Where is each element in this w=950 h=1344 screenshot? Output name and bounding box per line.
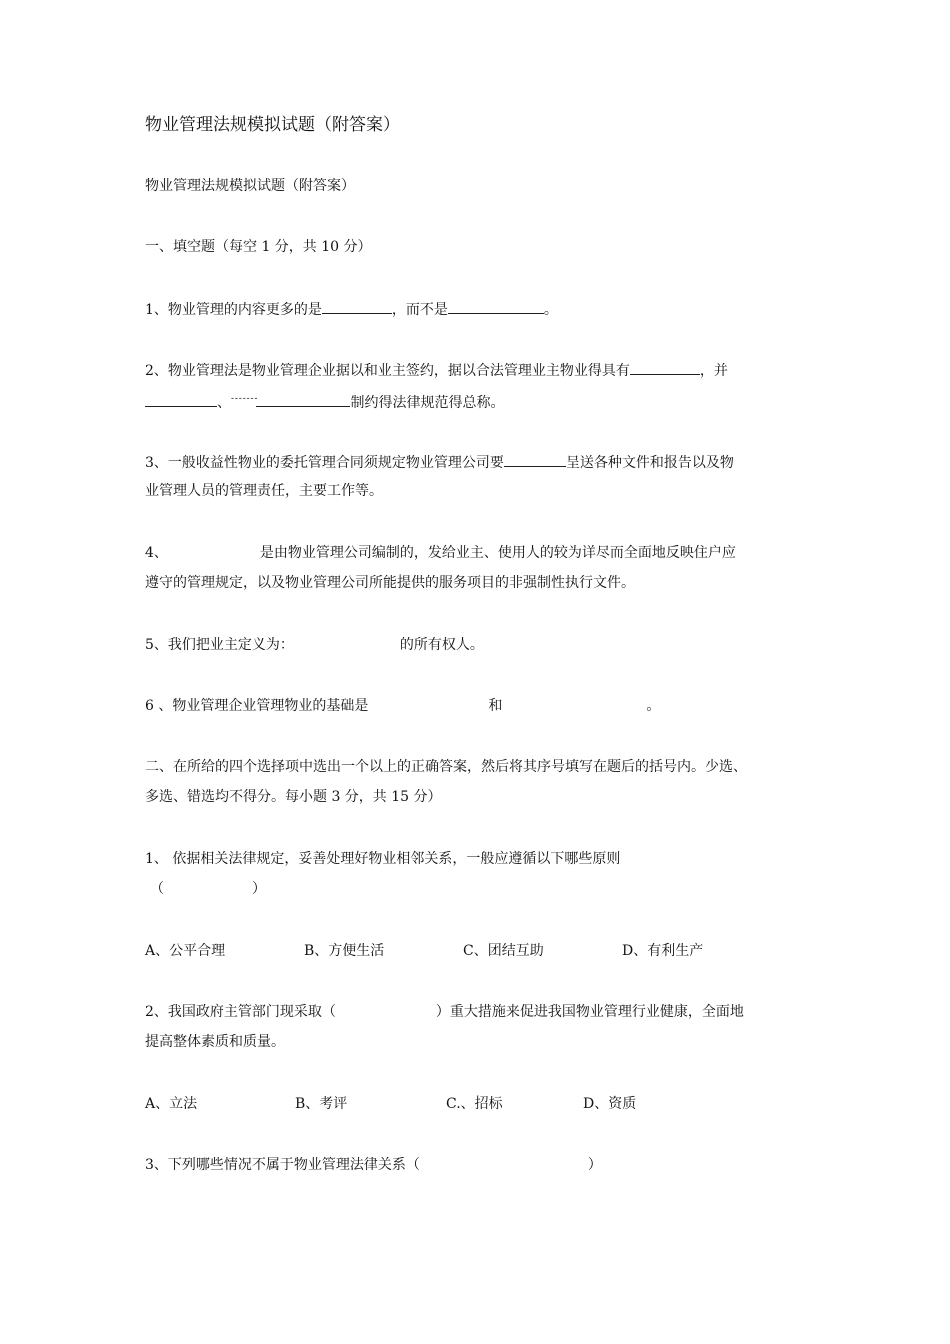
fill-question-4-line2: 遵守的管理规定，以及物业管理公司所能提供的服务项目的非强制性执行文件。 [145,575,635,591]
answer-blank [256,392,350,407]
q1-text-a: 1、物业管理的内容更多的是 [145,302,322,318]
section1-heading: 一、填空题（每空 1 分，共 10 分） [145,239,372,255]
q1-option-a: A、公平合理 [145,943,226,959]
fill-question-2-line1 [145,360,728,380]
q2-text-b: ，并 [699,363,728,379]
bracket-open: （ [150,881,164,897]
q1-option-b: B、方便生活 [304,943,385,959]
q3-text-b: 呈送各种文件和报告以及物 [565,455,734,471]
q1-text-b: ，而不是 [391,302,448,318]
document-subtitle: 物业管理法规模拟试题（附答案） [145,178,355,194]
answer-blank [322,299,392,314]
q4-text-b: 是由物业管理公司编制的，发给业主、使用人的较为详尽而全面地反映住户应 [259,545,736,561]
q2c-text-a: 2、我国政府主管部门现采取（ [145,1004,336,1020]
q1-option-c: C、团结互助 [463,943,544,959]
q1-text-c: 。 [543,302,558,318]
q3c-text-b: ） [587,1157,602,1173]
q2-dashes: - - - - - - - [231,394,257,404]
fill-question-2-line2 [145,390,504,412]
q2-text-a: 2、物业管理法是物业管理企业据以和业主签约，据以合法管理业主物业得具有 [145,363,630,379]
choice-question-1: 1、 依据相关法律规定，妥善处理好物业相邻关系，一般应遵循以下哪些原则 [145,851,621,867]
answer-blank [145,392,217,407]
answer-blank [504,452,566,467]
section2-heading-line2: 多选、错选均不得分。每小题 3 分，共 15 分） [145,789,442,805]
document-title: 物业管理法规模拟试题（附答案） [145,115,400,135]
fill-question-6 [145,697,660,715]
q6-text-c: 。 [646,698,661,714]
fill-question-4-line1 [145,544,736,562]
q2-option-b: B、考评 [295,1096,348,1112]
q6-text-a: 6 、物业管理企业管理物业的基础是 [145,698,369,714]
choice-question-3 [145,1156,602,1174]
q5-text-a: 5、我们把业主定义为： [145,637,294,653]
q2-option-d: D、资质 [583,1096,637,1112]
answer-blank [448,299,544,314]
q1-option-d: D、有利生产 [622,943,704,959]
q3-text-a: 3、一般收益性物业的委托管理合同须规定物业管理公司要 [145,455,504,471]
choice-question-1-answer [150,880,266,898]
q2-option-c: C.、招标 [446,1096,503,1112]
answer-blank [630,360,700,375]
bracket-close: ） [252,881,266,897]
q5-text-b: 的所有权人。 [399,637,484,653]
q6-text-b: 和 [488,698,503,714]
q2-text-e: 制约得法律规范得总称。 [350,395,505,411]
q3c-text-a: 3、下列哪些情况不属于物业管理法律关系（ [145,1157,420,1173]
q2c-text-b: ）重大措施来促进我国物业管理行业健康，全面地 [435,1004,744,1020]
fill-question-3-line1 [145,452,734,472]
section2-heading-line1: 二、在所给的四个选择项中选出一个以上的正确答案，然后将其序号填写在题后的括号内。少选、 [145,759,747,775]
q4-text-a: 4、 [145,545,168,561]
fill-question-3-line2: 业管理人员的管理责任，主要工作等。 [145,483,383,499]
q2-option-a: A、立法 [145,1096,198,1112]
fill-question-5 [145,636,484,654]
q2-text-c: 、 [217,395,231,411]
choice-question-2-line1 [145,1003,744,1021]
choice-question-2-line2: 提高整体素质和质量。 [145,1034,285,1050]
fill-question-1 [145,299,558,319]
